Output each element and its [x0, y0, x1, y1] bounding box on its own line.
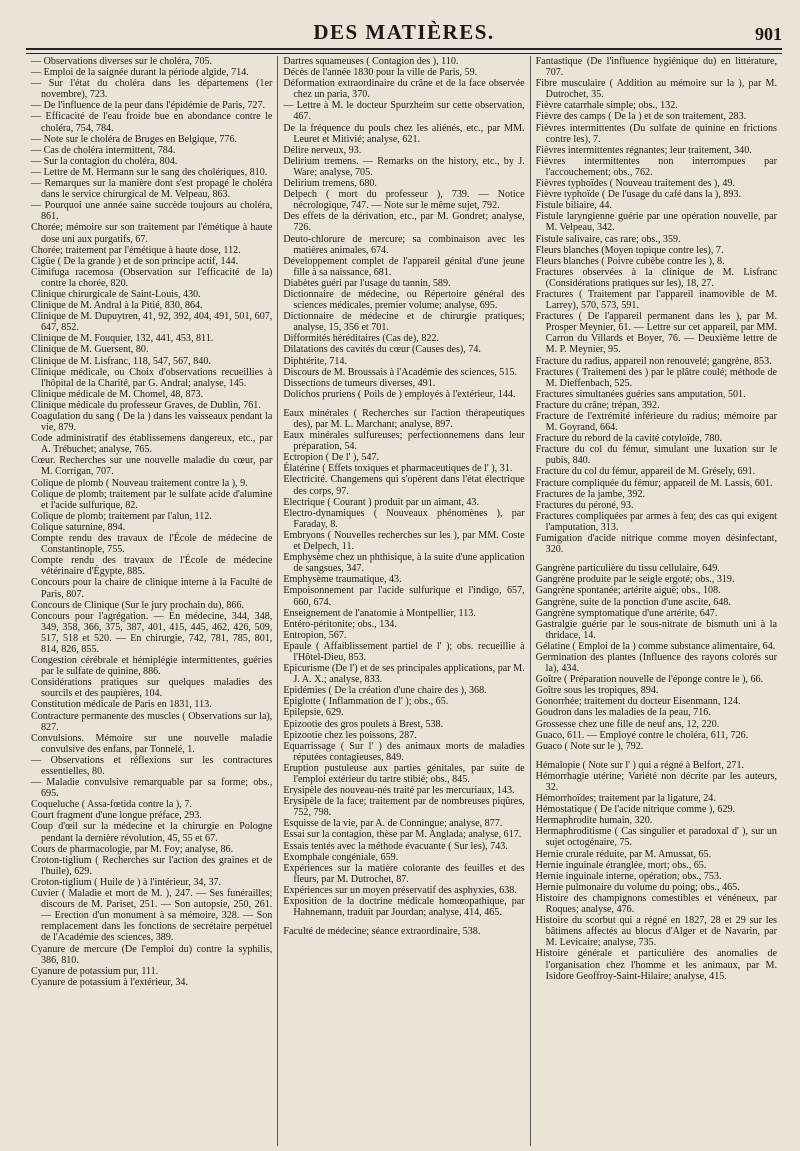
index-entry: Fleurs blanches (Moyen topique contre les), 7. [535, 244, 724, 256]
index-entry: Fractures du péroné, 93. [535, 499, 634, 511]
index-entry: Fractures compliquées par armes à feu; des cas qui exigent l'amputation, 313. [535, 510, 777, 533]
index-entry: — Maladie convulsive remarquable par sa forme; obs., 695. [31, 777, 273, 800]
index-entry: Gangrène spontanée; artérite aiguë; obs., 108. [535, 585, 721, 597]
index-entry: Exomphale congéniale, 659. [283, 851, 399, 863]
index-entry: Delpech ( mort du professeur ), 739. — Notice nécrologique, 747. — Note sur le même sujet, 792. [283, 189, 525, 212]
index-entry: Coqueluche ( Assa-fœtida contre la ), 7. [31, 799, 192, 811]
index-entry: Entropion, 567. [283, 629, 347, 641]
index-entry: Colique de plomb; traitement par l'alun, 112. [31, 510, 212, 522]
index-entry: Fistule biliaire, 44. [535, 200, 612, 212]
index-entry: Cours de pharmacologie, par M. Foy; analyse, 86. [31, 843, 234, 855]
index-entry: Considérations pratiques sur quelques maladies des sourcils et des paupières, 104. [31, 677, 273, 700]
index-entry: — Pourquoi une année saine succède toujours au choléra, 861. [31, 200, 273, 223]
index-entry: Enseignement de l'anatomie à Montpellier, 113. [283, 607, 476, 619]
index-entry: Grossesse chez une fille de neuf ans, 12, 220. [535, 718, 720, 730]
index-entry: Cyanure de potassium pur, 111. [31, 965, 159, 977]
index-entry: Electrique ( Courant ) produit par un aimant, 43. [283, 496, 479, 508]
index-entry: Concours de Clinique (Sur le jury prochain du), 866. [31, 599, 245, 611]
index-entry: Déformation extraordinaire du crâne et de la face observée chez un paria, 370. [283, 78, 525, 101]
index-entry: Concours pour la chaire de clinique interne à la Faculté de Paris, 807. [31, 577, 273, 600]
index-entry: Histoire générale et particulière des anomalies de l'organisation chez l'homme et les animaux, par M. Isidore Geoffroy-Saint-Hilaire; analyse, 415. [535, 948, 777, 982]
index-entry: Germination des plantes (Influence des rayons colorés sur la), 434. [535, 651, 777, 675]
index-entry: Hémorrhagie utérine; Variété non décrite par les auteurs, 32. [535, 770, 777, 793]
index-entry: Electricité. Changemens qui s'opèrent dans l'état électrique des corps, 97. [283, 474, 525, 497]
index-entry: Fumigation d'acide nitrique comme moyen désinfectant, 320. [535, 533, 777, 556]
index-entry: Cigüe ( De la grande ) et de son principe actif, 144. [31, 255, 239, 267]
header-rule [26, 53, 782, 54]
index-entry: Goître ( Préparation nouvelle de l'éponge contre le ), 66. [535, 674, 764, 686]
index-column-right [530, 56, 782, 1146]
index-entry: Fracture du col du fémur, simulant une luxation sur le pubis, 840. [535, 444, 777, 467]
index-entry: Cyanure de mercure (De l'emploi du) contre la syphilis, 386, 810. [31, 943, 273, 966]
index-entry: Delirium tremens. — Remarks on the history, etc., by J. Ware; analyse, 705. [283, 155, 525, 178]
index-entry: Eruption pustuleuse aux parties génitales, par suite de l'emploi extérieur du tartre stibié; obs., 845. [283, 762, 525, 785]
index-entry: — Lettre de M. Hermann sur le sang des cholériques, 810. [31, 166, 268, 178]
index-entry: De la fréquence du pouls chez les aliénés, etc., par MM. Leuret et Mitivié; analyse, 621. [283, 122, 525, 145]
index-entry: Clinique de M. Guersent, 80. [31, 344, 149, 356]
index-entry: Fleurs blanches ( Poivre cubèbe contre les ), 8. [535, 255, 725, 267]
index-entry: Fractures de la jambe, 392. [535, 488, 645, 500]
index-entry: Epizootie des gros poulets à Brest, 538. [283, 718, 444, 730]
index-entry: Fièvres intermittentes régnantes; leur traitement, 340. [535, 144, 752, 156]
index-entry: Dolichos pruriens ( Poils de ) employés à l'extérieur, 144. [283, 388, 516, 400]
index-entry: Cuvier ( Maladie et mort de M. ), 247. — Ses funérailles; discours de M. Pariset, 251. — Son autopsie, 250, 261. — Erection d'un monument à sa mémoire, 328. — Son remplacement dans les fonctions de secrétaire perpétuel de l'Académie des sciences, 389. [31, 888, 273, 944]
index-entry: Congestion cérébrale et hémiplégie intermittentes, guéries par le sulfate de quinine, 886. [31, 655, 273, 678]
index-entry: — Efficacité de l'eau froide bue en abondance contre le choléra, 754, 784. [31, 111, 273, 134]
index-entry: Fracture du col du fémur, appareil de M. Grésely, 691. [535, 466, 756, 478]
index-entry: Fractures ( Traitement des ) par le plâtre coulé; méthode de M. Dieffenbach, 525. [535, 366, 777, 389]
index-entry: Fracture du rebord de la cavité cotyloïde, 780. [535, 433, 723, 445]
index-entry: Fractures observées à la clinique de M. Lisfranc (Considérations pratiques sur les), 18, 27. [535, 266, 777, 289]
index-entry: Hermaphroditisme ( Cas singulier et paradoxal d' ), sur un sujet octogénaire, 75. [535, 826, 777, 849]
page-title: DES MATIÈRES. [313, 20, 495, 44]
index-entry: Colique de plomb ( Nouveau traitement contre la ), 9. [31, 477, 248, 489]
index-entry: Hernie inguinale interne, opération; obs., 753. [535, 870, 722, 882]
index-entry: Esquisse de la vie, par A. de Conningue; analyse, 877. [283, 818, 503, 830]
index-entry: Fantastique (De l'influence hygiénique du) en littérature, 707. [535, 56, 777, 79]
index-entry: Dartres squameuses ( Contagion des ), 110. [283, 56, 459, 67]
index-entry: Fracture du radius, appareil non renouvelé; gangrène, 853. [535, 355, 772, 367]
index-entry: Dictionnaire de médecine, ou Répertoire général des sciences médicales, premier volume; analyse, 695. [283, 288, 525, 312]
index-entry: Epiglotte ( Inflammation de l' ); obs., 65. [283, 696, 449, 708]
index-entry: Empoisonnement par l'acide sulfurique et l'indigo, 657, 660, 674. [283, 585, 525, 608]
index-column-middle [277, 56, 529, 1146]
index-entry: Croton-tiglium ( Recherches sur l'action des graines et de l'huile), 629. [31, 854, 273, 877]
index-entry: Hermaphrodite humain, 320. [535, 815, 653, 827]
index-entry: Cimifuga racemosa (Observation sur l'efficacité de la) contre la chorée, 820. [31, 266, 273, 289]
index-entry: Gonorrhée; traitement du docteur Eisenmann, 124. [535, 696, 741, 708]
index-entry: Eaux minérales sulfureuses; perfectionnemens dans leur préparation, 54. [283, 430, 525, 453]
index-entry: Clinique de M. Fouquier, 132, 441, 453, 811. [31, 333, 214, 345]
index-entry: Colique saturnine, 894. [31, 521, 126, 533]
index-entry: Code administratif des établissemens dangereux, etc., par A. Trébuchet; analyse, 765. [31, 433, 273, 456]
index-entry: Clinique médicale, ou Choix d'observations recueillies à l'hôpital de la Charité, par G. Andral; analyse, 145. [31, 366, 273, 389]
index-entry: Dilatations des cavités du cœur (Causes des), 74. [283, 344, 481, 356]
index-entry: Élatérine ( Effets toxiques et pharmaceutiques de l' ), 31. [283, 463, 513, 475]
index-entry: Expériences sur un moyen préservatif des asphyxies, 638. [283, 884, 517, 896]
index-entry: Hémalopie ( Note sur l' ) qui a régné à Belfort, 271. [535, 759, 745, 771]
index-entry: — De l'influence de la peur dans l'épidémie de Paris, 727. [31, 100, 266, 112]
index-entry: Fièvre catarrhale simple; obs., 132. [535, 100, 678, 112]
index-entry: Délire nerveux, 93. [283, 144, 362, 156]
index-entry: Equarrissage ( Sur l' ) des animaux morts de maladies réputées contagieuses, 849. [283, 740, 525, 763]
index-entry: Fracture du crâne; trépan, 392. [535, 399, 660, 411]
index-entry: Cyanure de potassium à l'extérieur, 34. [31, 976, 188, 988]
index-entry: — Emploi de la saignée durant la période algide, 714. [31, 67, 249, 79]
index-entry: Clinique de M. Lisfranc, 118, 547, 567, 840. [31, 355, 211, 367]
index-entry: Difformités héréditaires (Cas de), 822. [283, 333, 439, 345]
index-entry: — Note sur le choléra de Bruges en Belgique, 776. [31, 133, 238, 145]
index-entry: Fièvres intermittentes (Du sulfate de quinine en frictions contre les), 7. [535, 122, 777, 145]
index-entry: Fièvre des camps ( De la ) et de son traitement, 283. [535, 111, 747, 123]
index-entry: Ectropion ( De l' ), 547. [283, 452, 380, 464]
index-entry: Epizootie chez les poissons, 287. [283, 729, 417, 741]
index-entry: Dissections de tumeurs diverses, 491. [283, 377, 436, 389]
index-entry: Colique de plomb; traitement par le sulfate acide d'alumine et l'acide sulfurique, 82. [31, 488, 273, 511]
index-entry: Essais tentés avec la méthode évacuante ( Sur les), 743. [283, 840, 508, 852]
index-entry: Epilepsie, 629. [283, 707, 344, 719]
index-entry: — Remarques sur la manière dont s'est propagé le choléra dans le service chirurgical de M. Velpeau, 863. [31, 178, 273, 201]
index-entry: Guaco ( Note sur le ), 792. [535, 740, 644, 752]
index-entry: Hernie crurale réduite, par M. Amussat, 65. [535, 848, 712, 860]
index-entry: Clinique chirurgicale de Saint-Louis, 430. [31, 288, 201, 300]
index-entry: Delirium tremens, 680. [283, 178, 377, 190]
index-entry: Coup d'œil sur la médecine et la chirurgie en Pologne pendant la dernière révolution, 45, 55 et 67. [31, 821, 273, 844]
index-entry: — Sur la contagion du choléra, 804. [31, 155, 178, 167]
index-entry: Clinique médicale du professeur Graves, de Dublin, 761. [31, 399, 261, 411]
index-entry: Fièvres intermittentes non interrompues par l'accouchement; obs., 762. [535, 155, 777, 178]
index-entry: Constitution médicale de Paris en 1831, 113. [31, 699, 212, 711]
index-entry: Gélatine ( Emploi de la ) comme substance alimentaire, 64. [535, 640, 776, 652]
index-entry: Fractures simultanées guéries sans amputation, 501. [535, 388, 746, 400]
index-entry: Convulsions. Mémoire sur une nouvelle maladie convulsive des enfans, par Tonnelé, 1. [31, 732, 273, 755]
index-entry: Epidémies ( De la création d'une chaire des ), 368. [283, 685, 487, 697]
index-column-left [26, 56, 277, 1146]
index-entry: Emphysème chez un phthisique, à la suite d'une application de sangsues, 347. [283, 552, 525, 575]
index-entry: Hernie inguinale étranglée, mort; obs., 65. [535, 859, 707, 871]
index-entry: — Observations diverses sur le choléra, 705. [31, 56, 213, 67]
index-entry: — Sur l'état du choléra dans les départemens (1er novembre), 723. [31, 78, 273, 101]
index-entry: Hémostatique ( De l'acide nitrique comme ), 629. [535, 804, 736, 816]
index-entry: Diabètes guéri par l'usage du tannin, 589. [283, 277, 451, 289]
index-entry: Développement complet de l'appareil génital d'une jeune fille à sa naissance, 681. [283, 255, 525, 278]
index-entry: Fièvre typhoïde ( De l'usage du café dans la ), 893. [535, 189, 741, 201]
index-entry: Concours pour l'agrégation. — En médecine, 344, 348, 349, 358, 366, 375, 387, 401, 415, 445, 462, 426, 509, 517, 518 et 520. — En chirurgie, 742, 781, 785, 801, 814, 826, 855. [31, 610, 273, 655]
page-number: 901 [755, 24, 782, 44]
index-entry: Chorée; mémoire sur son traitement par l'émétique à haute dose uni aux purgatifs, 67. [31, 222, 273, 245]
index-entry: Deuto-chlorure de mercure; sa combinaison avec les matières animales, 674. [283, 233, 525, 256]
index-entry: Chorée; traitement par l'émétique à haute dose, 112. [31, 244, 241, 256]
index-entry: — Lettre à M. le docteur Spurzheim sur cette observation, 467. [283, 100, 525, 123]
index-entry: Hernie pulmonaire du volume du poing; obs., 465. [535, 881, 740, 893]
index-entry: Expériences sur la matière colorante des feuilles et des fleurs, par M. Dutrochet, 87. [283, 862, 525, 885]
index-entry: Dictionnaire de médecine et de chirurgie pratiques; analyse, 15, 356 et 701. [283, 311, 525, 334]
index-entry: Fracture compliquée du fémur; appareil de M. Lassis, 601. [535, 477, 773, 489]
index-entry: Croton-tiglium ( Huile de ) à l'intérieur, 34, 37. [31, 876, 222, 888]
index-entry: Fractures ( De l'appareil permanent dans les ), par M. Prosper Meynier, 61. — Lettre sur cet appareil, par MM. Carron du Villards et Boyer, 76. — Deuxième lettre de M. P. Meynier, 95. [535, 311, 777, 356]
index-entry: Clinique de M. Andral à la Pitié, 830, 864. [31, 300, 203, 312]
index-entry: Exposition de la doctrine médicale homœopathique, par Hahnemann, traduit par Jourdan; analyse, 414, 465. [283, 896, 525, 919]
index-entry: Gangrène produite par le seigle ergoté; obs., 319. [535, 574, 735, 586]
index-entry: Gangrène symptomatique d'une artérite, 647. [535, 607, 718, 619]
index-entry: Décès de l'année 1830 pour la ville de Paris, 59. [283, 67, 478, 79]
index-entry: Erysipèle de la face; traitement par de nombreuses piqûres, 752, 798. [283, 796, 525, 819]
index-entry: Fistule salivaire, cas rare; obs., 359. [535, 233, 681, 245]
index-entry: Des effets de la dérivation, etc., par M. Gondret; analyse, 726. [283, 211, 525, 234]
index-entry: Gastralgie guérie par le sous-nitrate de bismuth uni à la thridace, 14. [535, 618, 777, 641]
page-header [26, 12, 782, 50]
index-entry: Goître sous les tropiques, 894. [535, 685, 659, 697]
index-entry: Contracture permanente des muscles ( Observations sur la), 827. [31, 710, 273, 733]
index-entry: Clinique médicale de M. Chomel, 48, 873. [31, 388, 204, 400]
index-entry: Cœur. Recherches sur une nouvelle maladie du cœur, par M. Corrigan, 707. [31, 455, 273, 478]
index-entry: Fracture de l'extrémité inférieure du radius; mémoire par M. Goyrand, 664. [535, 411, 777, 434]
index-entry: Fractures ( Traitement par l'appareil inamovible de M. Larrey), 570, 573, 591. [535, 288, 777, 312]
index-entry: — Cas de choléra intermittent, 784. [31, 144, 176, 156]
index-entry: Diphtérite, 714. [283, 355, 347, 367]
index-entry: Compte rendu des travaux de l'École de médecine de Constantinople, 755. [31, 533, 273, 556]
index-entry: Guaco, 611. — Employé contre le choléra, 611, 726. [535, 729, 749, 741]
index-entry: Compte rendu des travaux de l'École de médecine vétérinaire d'Égypte, 885. [31, 555, 273, 578]
index-entry: Erysipèle des nouveau-nés traité par les mercuriaux, 143. [283, 785, 515, 797]
index-entry: Electro-dynamiques ( Nouveaux phénomènes ), par Faraday, 8. [283, 507, 525, 530]
index-entry: Coagulation du sang ( De la ) dans les vaisseaux pendant la vie, 879. [31, 411, 273, 434]
index-entry: Histoire du scorbut qui a régné en 1827, 28 et 29 sur les bâtimens affectés au blocus d'Alger et de Navarin, par M. Levicaire; analyse, 735. [535, 915, 777, 949]
index-entry: Epicurisme (De l') et de ses principales applications, par M. J. A. X.; analyse, 833. [283, 663, 525, 686]
index-entry: Essai sur la contagion, thèse par M. Anglada; analyse, 617. [283, 829, 522, 841]
index-entry: Gangrène particulière du tissu cellulaire, 649. [535, 563, 720, 575]
index-entry: Discours de M. Broussais à l'Académie des sciences, 515. [283, 366, 517, 378]
index-entry: Gangrène, suite de la ponction d'une ascite, 648. [535, 596, 731, 608]
index-entry: Embryons ( Nouvelles recherches sur les ), par MM. Coste et Delpech, 11. [283, 529, 525, 553]
index-entry: Entéro-péritonite; obs., 134. [283, 618, 397, 630]
index-entry: Clinique de M. Dupuytren, 41, 92, 392, 404, 491, 501, 607, 647, 852. [31, 311, 273, 334]
index-entry: Court fragment d'une longue préface, 293. [31, 810, 202, 822]
index-entry: Fibre musculaire ( Addition au mémoire sur la ), par M. Dutrochet, 35. [535, 78, 777, 101]
index-entry: Emphysème traumatique, 43. [283, 574, 402, 586]
index-entry: Hémorrhoïdes; traitement par la ligature, 24. [535, 793, 716, 805]
index-entry: Goudron dans les maladies de la peau, 716. [535, 707, 711, 719]
index-entry: Eaux minérales ( Recherches sur l'action thérapeutiques des), par M. L. Marchant; analyse, 897. [283, 407, 525, 430]
index-entry: Fièvres typhoïdes ( Nouveau traitement des ), 49. [535, 178, 735, 190]
index-entry: Histoire des champignons comestibles et vénéneux, par Roques; analyse, 476. [535, 892, 777, 916]
index-entry: Faculté de médecine; séance extraordinaire, 538. [283, 926, 481, 938]
index-entry: — Observations et réflexions sur les contractures essentielles, 80. [31, 754, 273, 777]
index-entry: Epaule ( Affaiblissement partiel de l' ); obs. recueillie à l'Hôtel-Dieu, 853. [283, 640, 525, 663]
index-entry: Fistule laryngienne guérie par une opération nouvelle, par M. Velpeau, 342. [535, 211, 777, 234]
index-columns [26, 56, 782, 1146]
